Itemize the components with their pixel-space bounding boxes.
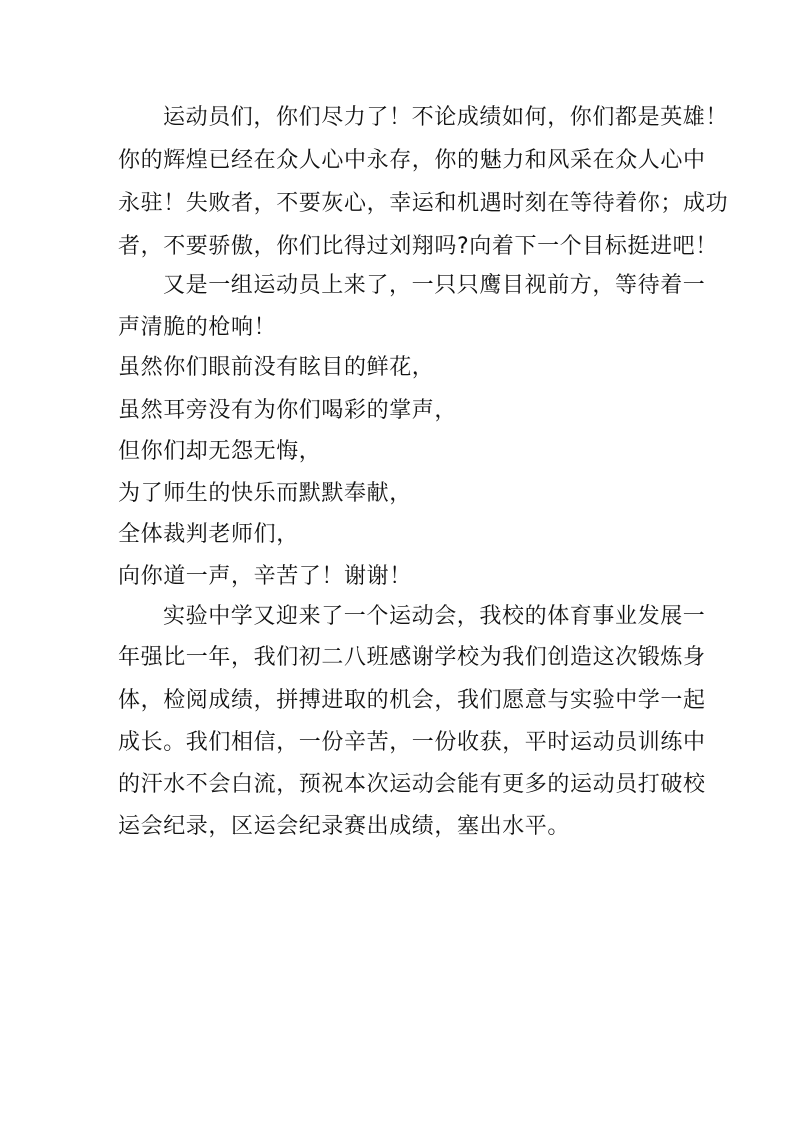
poem-line-6: 向你道一声，辛苦了！谢谢！: [118, 564, 412, 589]
poem-line-1: 虽然你们眼前没有眩目的鲜花，: [118, 355, 435, 380]
poem-line-2: 虽然耳旁没有为你们喝彩的掌声，: [118, 398, 458, 423]
paragraph-3-line-1: 实验中学又迎来了一个运动会，我校的体育事业发展一: [163, 604, 706, 629]
poem-line-4: 为了师生的快乐而默默奉献，: [118, 481, 412, 506]
paragraph-1-line-2: 你的辉煌已经在众人心中永存，你的魅力和风采在众人心中: [118, 148, 706, 173]
paragraph-3-line-6: 运会纪录，区运会纪录赛出成绩，塞出水平。: [118, 814, 571, 839]
paragraph-1-line-4: 者，不要骄傲，你们比得过刘翔吗?向着下一个目标挺进吧！: [118, 234, 718, 259]
paragraph-3-line-4: 成长。我们相信，一份辛苦，一份收获，平时运动员训练中: [118, 730, 706, 755]
paragraph-3-line-5: 的汗水不会白流，预祝本次运动会能有更多的运动员打破校: [118, 772, 706, 797]
paragraph-1-line-1: 运动员们，你们尽力了！不论成绩如何，你们都是英雄！: [163, 105, 729, 130]
paragraph-1-line-3: 永驻！失败者，不要灰心，幸运和机遇时刻在等待着你；成功: [118, 191, 729, 216]
poem-line-5: 全体裁判老师们，: [118, 522, 299, 547]
paragraph-2-line-1: 又是一组运动员上来了，一只只鹰目视前方，等待着一: [163, 273, 706, 298]
poem-line-3: 但你们却无怨无悔，: [118, 439, 322, 464]
paragraph-3-line-2: 年强比一年，我们初二八班感谢学校为我们创造这次锻炼身: [118, 645, 706, 670]
paragraph-2-line-2: 声清脆的枪响！: [118, 315, 277, 340]
paragraph-3-line-3: 体，检阅成绩，拼搏进取的机会，我们愿意与实验中学一起: [118, 688, 706, 713]
